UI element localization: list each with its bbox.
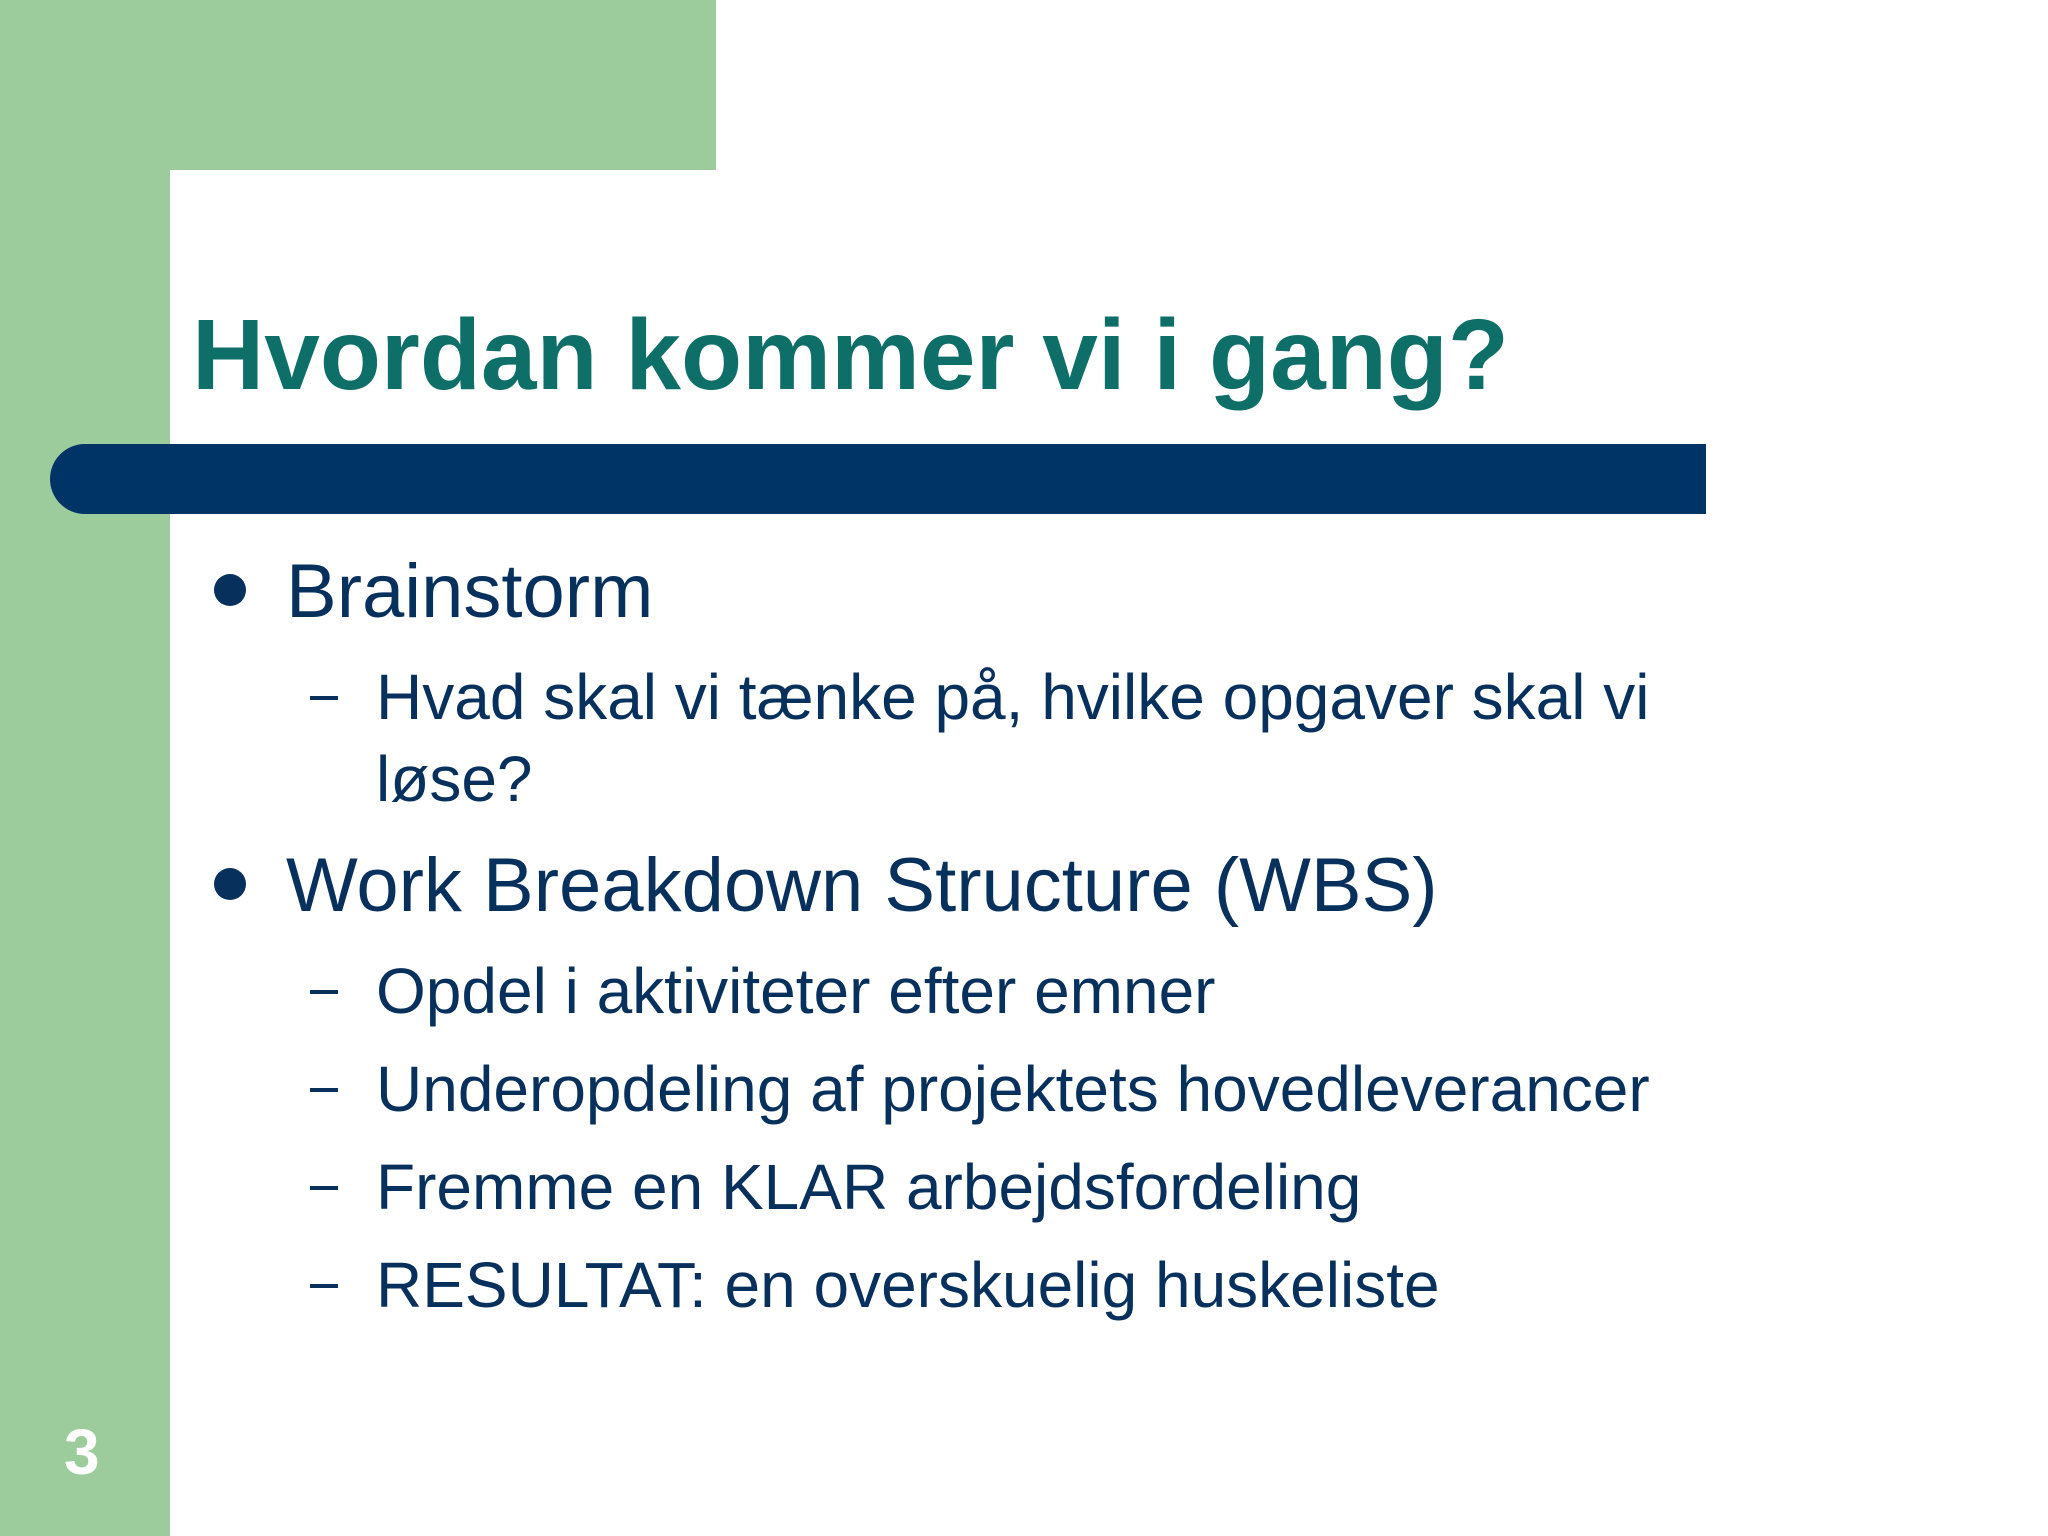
sub-item-line-continued: løse? (376, 743, 533, 815)
page-number: 3 (64, 1416, 100, 1488)
bullet-dot-icon (214, 868, 246, 900)
dash-icon (310, 1284, 338, 1288)
dash-icon (310, 1088, 338, 1092)
sub-item: Opdel i aktiviteter efter emner (376, 955, 1216, 1027)
dash-icon (310, 696, 338, 700)
sub-item: Underopdeling af projektets hovedleverancer (376, 1053, 1650, 1125)
dash-icon (310, 1186, 338, 1190)
bullet-item-brainstorm: Brainstorm (286, 549, 654, 634)
bullet-item-wbs: Work Breakdown Structure (WBS) (286, 843, 1438, 928)
dash-icon (310, 990, 338, 994)
sub-item-line: Hvad skal vi tænke på, hvilke opgaver skal vi (376, 661, 1650, 733)
sub-item: Fremme en KLAR arbejdsfordeling (376, 1151, 1362, 1223)
slide-title: Hvordan kommer vi i gang? (192, 299, 1509, 411)
bullet-dot-icon (214, 574, 246, 606)
sub-item: RESULTAT: en overskuelig huskeliste (376, 1249, 1440, 1321)
